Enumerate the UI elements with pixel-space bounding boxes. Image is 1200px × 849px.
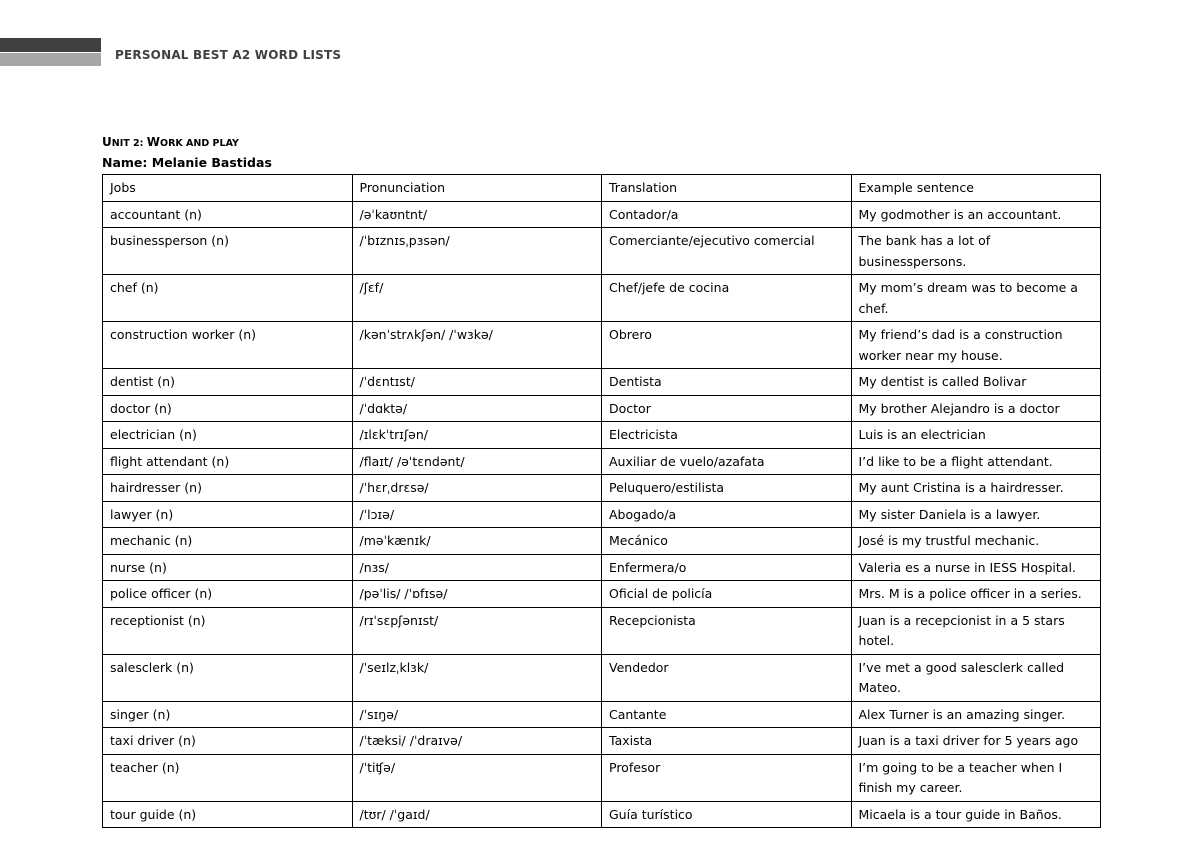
cell-job: receptionist (n) xyxy=(103,607,353,654)
unit-title-part: U xyxy=(102,135,112,149)
cell-translation: Obrero xyxy=(602,322,852,369)
cell-example: The bank has a lot of businesspersons. xyxy=(851,228,1101,275)
cell-job: tour guide (n) xyxy=(103,801,353,828)
cell-job: construction worker (n) xyxy=(103,322,353,369)
cell-translation: Mecánico xyxy=(602,528,852,555)
cell-pronunciation: /ɪlɛkˈtrɪʃən/ xyxy=(352,422,602,449)
table-row xyxy=(103,754,1101,801)
cell-example: Luis is an electrician xyxy=(851,422,1101,449)
cell-example: My aunt Cristina is a hairdresser. xyxy=(851,475,1101,502)
cell-example: José is my trustful mechanic. xyxy=(851,528,1101,555)
cell-example: Juan is a taxi driver for 5 years ago xyxy=(851,728,1101,755)
cell-translation: Doctor xyxy=(602,395,852,422)
cell-translation: Taxista xyxy=(602,728,852,755)
cell-job: nurse (n) xyxy=(103,554,353,581)
cell-example: I’ve met a good salesclerk called Mateo. xyxy=(851,654,1101,701)
cell-job: flight attendant (n) xyxy=(103,448,353,475)
cell-pronunciation: /pəˈlis/ /ˈɒfɪsə/ xyxy=(352,581,602,608)
cell-pronunciation: /ˈhɛrˌdrɛsə/ xyxy=(352,475,602,502)
cell-translation: Oficial de policía xyxy=(602,581,852,608)
cell-pronunciation: /nɜs/ xyxy=(352,554,602,581)
cell-job: teacher (n) xyxy=(103,754,353,801)
cell-pronunciation: /ˈlɔɪə/ xyxy=(352,501,602,528)
unit-title xyxy=(102,135,239,149)
unit-title-part: ORK AND PLAY xyxy=(160,138,239,149)
cell-pronunciation: /ˈdɑktə/ xyxy=(352,395,602,422)
cell-job: accountant (n) xyxy=(103,201,353,228)
cell-pronunciation: /ˈdɛntɪst/ xyxy=(352,369,602,396)
cell-pronunciation: /ʃɛf/ xyxy=(352,275,602,322)
table-row xyxy=(103,501,1101,528)
table-row xyxy=(103,528,1101,555)
table-row xyxy=(103,701,1101,728)
header-bar-dark xyxy=(0,38,101,52)
table-row xyxy=(103,801,1101,828)
cell-translation: Cantante xyxy=(602,701,852,728)
cell-translation: Recepcionista xyxy=(602,607,852,654)
table-row xyxy=(103,581,1101,608)
cell-example: Micaela is a tour guide in Baños. xyxy=(851,801,1101,828)
cell-job: singer (n) xyxy=(103,701,353,728)
table-row xyxy=(103,322,1101,369)
student-name: Name: Melanie Bastidas xyxy=(102,155,272,170)
cell-example: My mom’s dream was to become a chef. xyxy=(851,275,1101,322)
unit-title-part: W xyxy=(146,135,160,149)
cell-translation: Abogado/a xyxy=(602,501,852,528)
cell-example: My dentist is called Bolivar xyxy=(851,369,1101,396)
cell-translation: Comerciante/ejecutivo comercial xyxy=(602,228,852,275)
cell-job: electrician (n) xyxy=(103,422,353,449)
table-row xyxy=(103,448,1101,475)
cell-pronunciation: /flaɪt/ /əˈtɛndənt/ xyxy=(352,448,602,475)
table-header-row xyxy=(103,175,1101,202)
cell-job: hairdresser (n) xyxy=(103,475,353,502)
table-row xyxy=(103,654,1101,701)
cell-translation: Dentista xyxy=(602,369,852,396)
cell-example: My sister Daniela is a lawyer. xyxy=(851,501,1101,528)
cell-example: Alex Turner is an amazing singer. xyxy=(851,701,1101,728)
table-row xyxy=(103,728,1101,755)
cell-pronunciation: /tʊr/ /ˈgaɪd/ xyxy=(352,801,602,828)
cell-job: salesclerk (n) xyxy=(103,654,353,701)
cell-example: I’m going to be a teacher when I finish my career. xyxy=(851,754,1101,801)
page-header-title: PERSONAL BEST A2 WORD LISTS xyxy=(115,48,342,62)
cell-pronunciation: /əˈkaʊntnt/ xyxy=(352,201,602,228)
column-header-translation: Translation xyxy=(602,175,852,202)
unit-title-part: NIT 2: xyxy=(111,138,147,149)
cell-pronunciation: /rɪˈsɛpʃənɪst/ xyxy=(352,607,602,654)
column-header-jobs: Jobs xyxy=(103,175,353,202)
table-row xyxy=(103,554,1101,581)
cell-translation: Contador/a xyxy=(602,201,852,228)
table-row xyxy=(103,422,1101,449)
table-row xyxy=(103,369,1101,396)
cell-example: Mrs. M is a police officer in a series. xyxy=(851,581,1101,608)
cell-pronunciation: /ˈsɪŋə/ xyxy=(352,701,602,728)
cell-job: police officer (n) xyxy=(103,581,353,608)
cell-pronunciation: /məˈkænɪk/ xyxy=(352,528,602,555)
cell-example: My friend’s dad is a construction worker near my house. xyxy=(851,322,1101,369)
cell-pronunciation: /ˈbɪznɪsˌpɜsən/ xyxy=(352,228,602,275)
table-row xyxy=(103,228,1101,275)
table-row xyxy=(103,607,1101,654)
cell-job: mechanic (n) xyxy=(103,528,353,555)
cell-translation: Auxiliar de vuelo/azafata xyxy=(602,448,852,475)
cell-translation: Guía turístico xyxy=(602,801,852,828)
cell-pronunciation: /ˈtæksi/ /ˈdraɪvə/ xyxy=(352,728,602,755)
cell-job: lawyer (n) xyxy=(103,501,353,528)
table-row xyxy=(103,201,1101,228)
cell-job: businessperson (n) xyxy=(103,228,353,275)
header-bar-light xyxy=(0,53,101,66)
cell-translation: Enfermera/o xyxy=(602,554,852,581)
cell-translation: Profesor xyxy=(602,754,852,801)
cell-pronunciation: /kənˈstrʌkʃən/ /ˈwɜkə/ xyxy=(352,322,602,369)
cell-example: Juan is a recepcionist in a 5 stars hotel. xyxy=(851,607,1101,654)
cell-job: dentist (n) xyxy=(103,369,353,396)
table-row xyxy=(103,395,1101,422)
cell-job: chef (n) xyxy=(103,275,353,322)
column-header-example: Example sentence xyxy=(851,175,1101,202)
word-list-table xyxy=(102,174,1101,828)
cell-translation: Electricista xyxy=(602,422,852,449)
column-header-pronunciation: Pronunciation xyxy=(352,175,602,202)
cell-translation: Vendedor xyxy=(602,654,852,701)
table-row xyxy=(103,275,1101,322)
cell-translation: Peluquero/estilista xyxy=(602,475,852,502)
cell-job: doctor (n) xyxy=(103,395,353,422)
cell-example: Valeria es a nurse in IESS Hospital. xyxy=(851,554,1101,581)
cell-example: My godmother is an accountant. xyxy=(851,201,1101,228)
cell-pronunciation: /ˈseɪlzˌklɜk/ xyxy=(352,654,602,701)
cell-job: taxi driver (n) xyxy=(103,728,353,755)
cell-translation: Chef/jefe de cocina xyxy=(602,275,852,322)
cell-example: I’d like to be a flight attendant. xyxy=(851,448,1101,475)
cell-example: My brother Alejandro is a doctor xyxy=(851,395,1101,422)
table-row xyxy=(103,475,1101,502)
cell-pronunciation: /ˈtiʧə/ xyxy=(352,754,602,801)
